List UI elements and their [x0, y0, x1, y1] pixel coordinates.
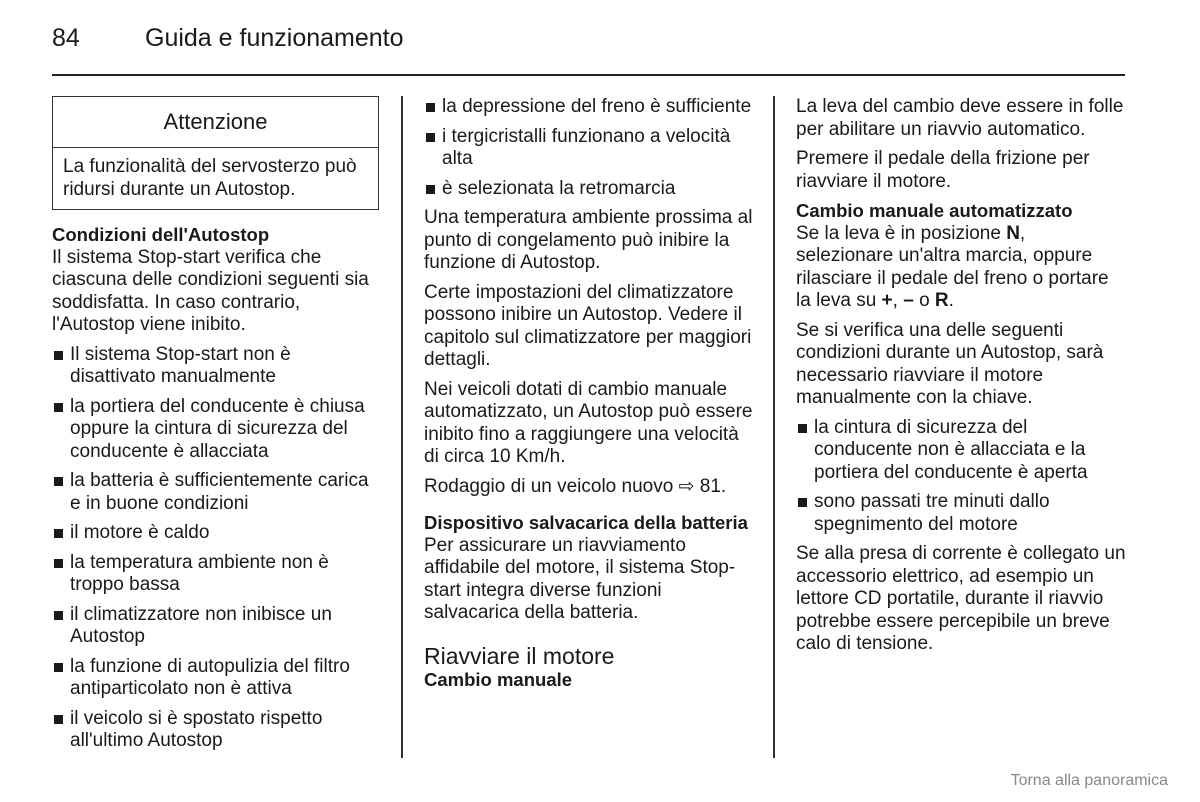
battery-saver-text: Per assicurare un riavviamento affidabile del motore, il sistema Stop-start integra diverse funzioni salvacarica della batteria. [424, 534, 736, 623]
restart-engine-title: Riavviare il motore [424, 642, 615, 669]
warning-text: La funzionalità del servosterzo può ridursi durante un Autostop. [63, 156, 357, 200]
paragraph: Se si verifica una delle seguenti condizioni durante un Autostop, sarà necessario riavviare il motore manualmente con la chiave. [796, 319, 1104, 408]
warning-title: Attenzione [53, 97, 378, 148]
warning-box [52, 96, 379, 210]
header-rule [52, 74, 1125, 76]
manual-gearbox-heading: Cambio manuale [424, 668, 573, 690]
column-2 [424, 96, 754, 691]
restart-conditions-list [796, 417, 1126, 537]
list-item: i tergicristalli funzionano a velocità alta [424, 126, 754, 171]
text-fragment: o [913, 290, 935, 311]
paragraph: Certe impostazioni del climatizzatore possono inibire un Autostop. Vedere il capitolo sul climatizzatore per maggiori dettagli. [424, 281, 752, 370]
gear-n-label: N [1006, 222, 1020, 244]
column-divider-1 [401, 96, 403, 758]
list-item: la funzione di autopulizia del filtro antiparticolato non è attiva [52, 656, 380, 701]
page-title: Guida e funzionamento [145, 24, 404, 52]
column-divider-2 [773, 96, 775, 758]
list-item: la depressione del freno è sufficiente [424, 96, 754, 119]
list-item: il climatizzatore non inibisce un Autostop [52, 604, 380, 649]
autostop-conditions-list [52, 344, 380, 753]
list-item: la portiera del conducente è chiusa oppure la cintura di sicurezza del conducente è allacciata [52, 396, 380, 464]
automated-manual-heading: Cambio manuale automatizzato [796, 200, 1073, 221]
column-1 [52, 96, 380, 760]
list-item: il motore è caldo [52, 522, 380, 545]
paragraph: Una temperatura ambiente prossima al punto di congelamento può inibire la funzione di Autostop. [424, 207, 753, 273]
list-item: è selezionata la retromarcia [424, 178, 754, 201]
list-item: la temperatura ambiente non è troppo bassa [52, 552, 380, 597]
paragraph: Nei veicoli dotati di cambio manuale automatizzato, un Autostop può essere inibito fino a raggiungere una velocità di circa 10 Km/h. [424, 378, 753, 467]
paragraph: Se alla presa di corrente è collegato un accessorio elettrico, ad esempio un lettore CD portatile, durante il riavvio potrebbe essere percepibile un breve calo di tensione. [796, 543, 1126, 654]
lever-position-paragraph [796, 223, 1126, 313]
gear-plus-label: + [881, 290, 893, 311]
text-fragment: , [892, 290, 904, 311]
autostop-conditions-heading: Condizioni dell'Autostop [52, 224, 270, 245]
paragraph: La leva del cambio deve essere in folle per abilitare un riavvio automatico. [796, 96, 1124, 140]
page-reference-paragraph: Rodaggio di un veicolo nuovo ⇨ 81. [424, 475, 727, 497]
list-item: il veicolo si è spostato rispetto all'ultimo Autostop [52, 708, 380, 753]
gear-r-label: R [934, 290, 949, 311]
gear-minus-label: – [903, 290, 914, 311]
text-fragment: , selezionare un'altra marcia, oppure rilasciare il pedale del freno o portare la leva su [796, 222, 1109, 311]
list-item: la cintura di sicurezza del conducente non è allacciata e la portiera del conducente è aperta [796, 417, 1126, 485]
autostop-conditions-intro: Il sistema Stop-start verifica che ciascuna delle condizioni seguenti sia soddisfatta. In caso contrario, l'Autostop viene inibito. [52, 246, 369, 335]
autostop-conditions-list-cont [424, 96, 754, 200]
battery-saver-heading: Dispositivo salvacarica della batteria [424, 512, 748, 533]
text-fragment: Se la leva è in posizione [796, 222, 1007, 244]
back-to-overview-link[interactable]: Torna alla panoramica [1010, 772, 1168, 789]
paragraph: Premere il pedale della frizione per riavviare il motore. [796, 148, 1090, 192]
list-item: la batteria è sufficientemente carica e in buone condizioni [52, 470, 380, 515]
page-number: 84 [52, 24, 80, 52]
list-item: sono passati tre minuti dallo spegnimento del motore [796, 491, 1126, 536]
column-3 [796, 96, 1126, 663]
list-item: Il sistema Stop-start non è disattivato manualmente [52, 344, 380, 389]
text-fragment: . [948, 290, 954, 311]
